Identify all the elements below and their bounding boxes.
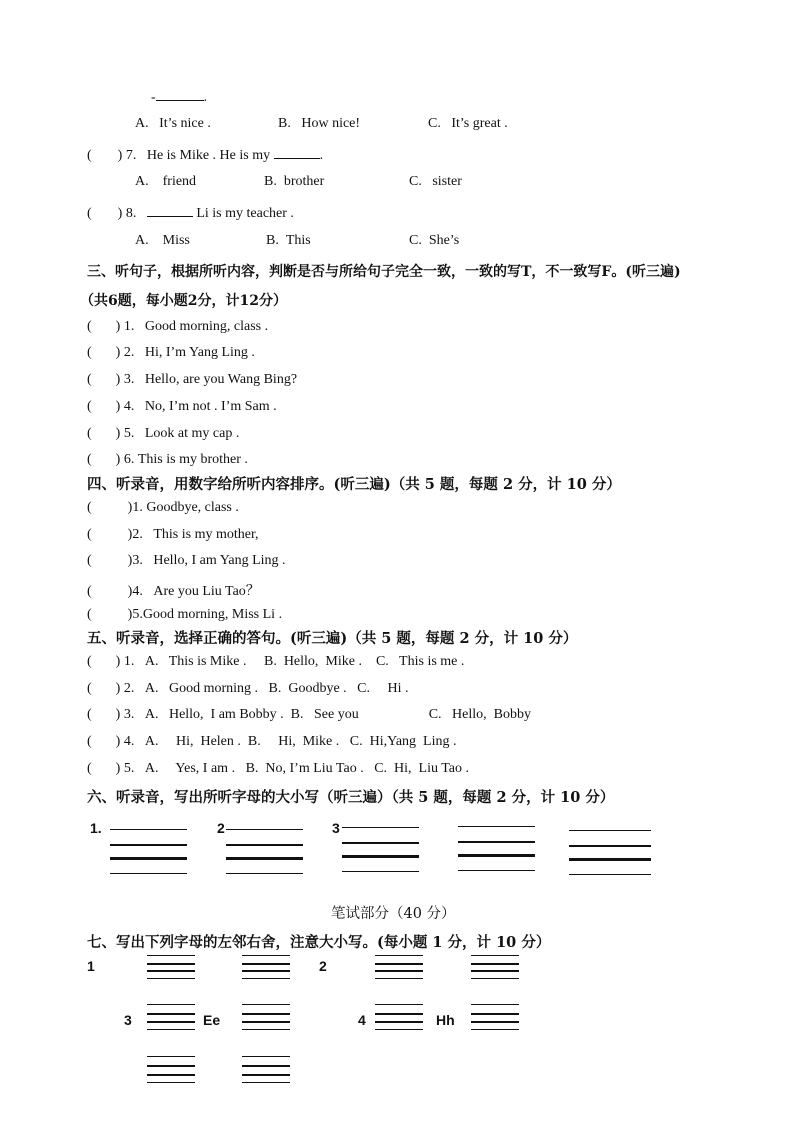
s7-lines-5b[interactable] [242, 1056, 290, 1083]
writing-lines-5[interactable] [569, 830, 651, 876]
s4-item-1: ( )1. Goodbye, class . [87, 500, 239, 515]
s4-item-3: ( )3. Hello, I am Yang Ling . [87, 553, 286, 568]
section7-heading: 七、写出下列字母的左邻右舍，注意大小写。(每小题 1 分，计 10 分） [87, 934, 551, 951]
s5-item-4: ( ) 4. A. Hi, Helen . B. Hi, Mike . C. Hi,Yang Ling . [87, 734, 457, 749]
section4-heading: 四、听录音，用数字给所听内容排序。(听三遍)（共 5 题，每题 2 分，计 10 分） [87, 476, 621, 493]
s7-lines-4b[interactable] [471, 1004, 519, 1030]
answer-blank[interactable] [147, 204, 193, 217]
s4-item-5: ( )5.Good morning, Miss Li . [87, 607, 283, 622]
option-c[interactable]: C. She’s [409, 233, 460, 248]
section5-heading: 五、听录音，选择正确的答句。(听三遍)（共 5 题，每题 2 分，计 10 分） [87, 630, 578, 647]
option-a[interactable]: A. friend [135, 174, 197, 189]
s5-item-3: ( ) 3. A. Hello, I am Bobby . B. See you C. Hello, Bobby [87, 707, 531, 722]
s5-item-1: ( ) 1. A. This is Mike . B. Hello, Mike . C. This is me . [87, 654, 465, 669]
s6-label-2: 2 [217, 820, 225, 836]
s6-label-1: 1. [90, 820, 102, 836]
s7-lines-2b[interactable] [471, 955, 519, 979]
option-c[interactable]: C. It’s great . [428, 116, 508, 131]
s7-letter-ee: Ee [203, 1012, 221, 1028]
option-a[interactable]: A. Miss [135, 233, 190, 248]
writing-lines-4[interactable] [458, 826, 535, 872]
writing-lines-2[interactable] [226, 829, 303, 875]
s7-lines-1b[interactable] [242, 955, 290, 979]
section3-subheading: （共6题，每小题2分，计12分） [80, 293, 287, 309]
s7-label-1: 1 [87, 958, 95, 974]
section6-heading: 六、听录音，写出所听字母的大小写（听三遍）（共 5 题，每题 2 分，计 10 分） [87, 789, 615, 806]
writing-lines-3[interactable] [342, 827, 419, 873]
s7-label-4: 4 [358, 1012, 366, 1028]
s7-letter-hh: Hh [436, 1012, 455, 1028]
s3-item-4: ( ) 4. No, I’m not . I’m Sam . [87, 399, 277, 414]
option-b[interactable]: B. This [266, 233, 311, 248]
s4-item-4: ( )4. Are you Liu Tao？ [87, 584, 260, 599]
s4-item-2: ( )2. This is my mother, [87, 527, 259, 542]
writing-lines-1[interactable] [110, 829, 187, 875]
s3-item-5: ( ) 5. Look at my cap . [87, 426, 240, 441]
q8-stem: ( ) 8. Li is my teacher . [87, 206, 294, 221]
option-a[interactable]: A. It’s nice . [135, 116, 211, 131]
s3-item-1: ( ) 1. Good morning, class . [87, 319, 269, 334]
s3-item-2: ( ) 2. Hi, I’m Yang Ling . [87, 345, 255, 360]
option-c[interactable]: C. sister [409, 174, 462, 189]
q7-stem: ( ) 7. He is Mike . He is my . [87, 148, 324, 163]
s7-lines-1a[interactable] [147, 955, 195, 979]
s7-lines-2a[interactable] [375, 955, 423, 979]
s3-item-6: ( ) 6. This is my brother . [87, 452, 248, 467]
s7-lines-3a[interactable] [147, 1004, 195, 1030]
section3-heading: 三、听句子，根据所听内容，判断是否与所给句子完全一致，一致的写T，不一致写F。(听三遍) [87, 264, 681, 280]
written-section-heading: 笔试部分（40 分） [331, 906, 456, 922]
option-b[interactable]: B. How nice! [278, 116, 361, 131]
s5-item-2: ( ) 2. A. Good morning . B. Goodbye . C. Hi . [87, 681, 409, 696]
s3-item-3: ( ) 3. Hello, are you Wang Bing? [87, 372, 298, 387]
s7-label-3: 3 [124, 1012, 132, 1028]
dangling-blank-line: - . [151, 90, 208, 105]
option-b[interactable]: B. brother [264, 174, 325, 189]
s7-lines-5a[interactable] [147, 1056, 195, 1083]
s6-label-3: 3 [332, 820, 340, 836]
s7-lines-3b[interactable] [242, 1004, 290, 1030]
s7-lines-4a[interactable] [375, 1004, 423, 1030]
answer-blank[interactable] [156, 88, 204, 101]
s5-item-5: ( ) 5. A. Yes, I am . B. No, I’m Liu Tao . C. Hi, Liu Tao . [87, 761, 470, 776]
s7-label-2: 2 [319, 958, 327, 974]
answer-blank[interactable] [274, 146, 320, 159]
